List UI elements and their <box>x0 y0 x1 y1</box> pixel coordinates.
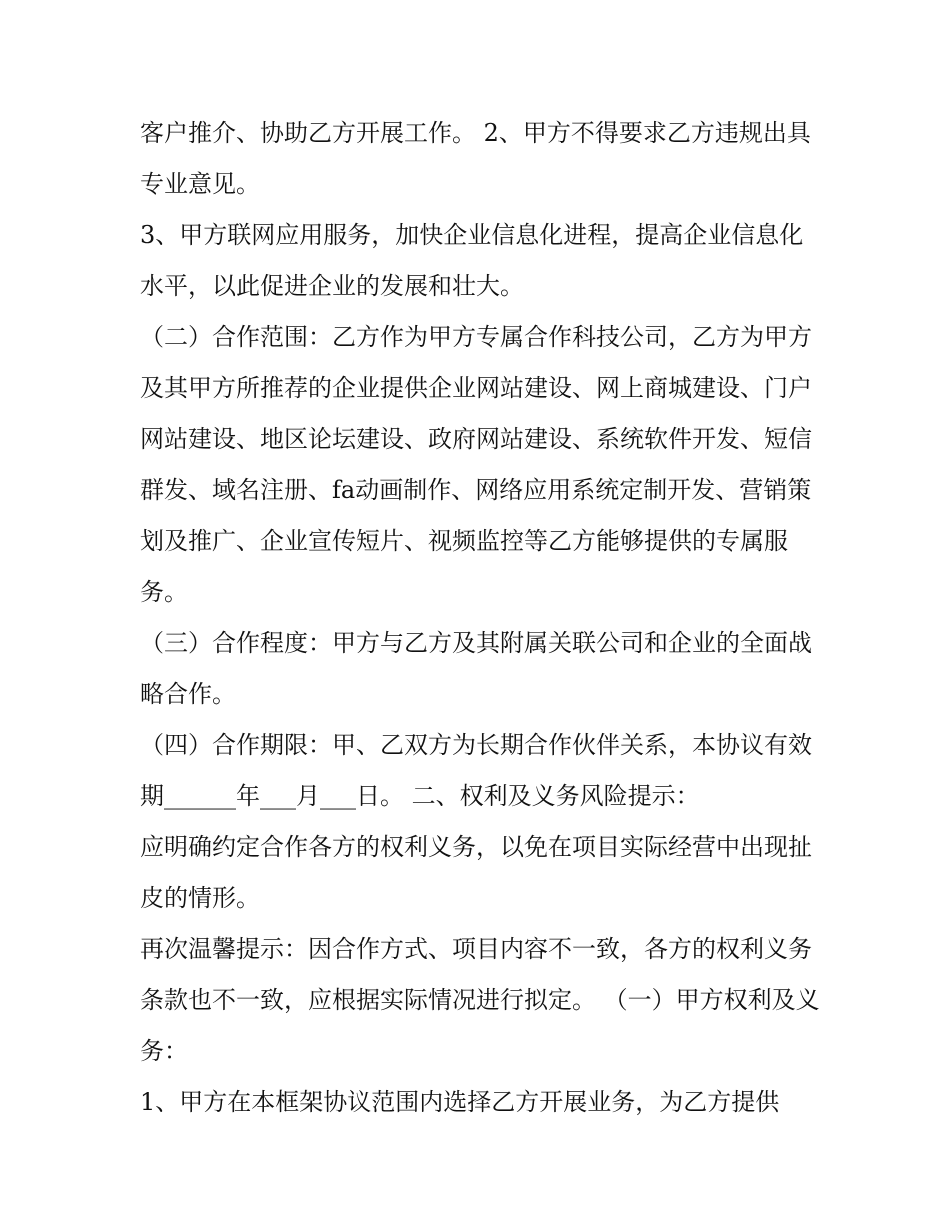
paragraph-cooperation-scope: （二）合作范围：乙方作为甲方专属合作科技公司，乙方为甲方及其甲方所推荐的企业提供企业网站建设、网上商城建设、门户网站建设、地区论坛建设、政府网站建设、系统软件开发、短信群发、域名注册、fa动画制作、网络应用系统定制开发、营销策划及推广、企业宣传短片、视频监控等乙方能够提供的专属服务。 <box>140 323 812 606</box>
paragraph-cooperation-degree: （三）合作程度：甲方与乙方及其附属关联公司和企业的全面战略合作。 <box>140 629 812 708</box>
paragraph-rights-obligations: 应明确约定合作各方的权利义务，以免在项目实际经营中出现扯皮的情形。 <box>140 833 812 912</box>
paragraph-reminder: 再次温馨提示：因合作方式、项目内容不一致，各方的权利义务条款也不一致，应根据实际情况进行拟定。 （一）甲方权利及义务： <box>140 935 820 1065</box>
document-body <box>140 108 820 1128</box>
paragraph-party-a-duty-1: 1、甲方在本框架协议范围内选择乙方开展业务，为乙方提供 <box>140 1088 780 1116</box>
paragraph-cooperation-term: （四）合作期限：甲、乙双方为长期合作伙伴关系，本协议有效期______年___月___日。 二、权利及义务风险提示： <box>140 731 812 810</box>
paragraph-network-services: 3、甲方联网应用服务，加快企业信息化进程，提高企业信息化水平，以此促进企业的发展和壮大。 <box>140 221 804 300</box>
paragraph-client-referral: 客户推介、协助乙方开展工作。 2、甲方不得要求乙方违规出具专业意见。 <box>140 119 811 198</box>
